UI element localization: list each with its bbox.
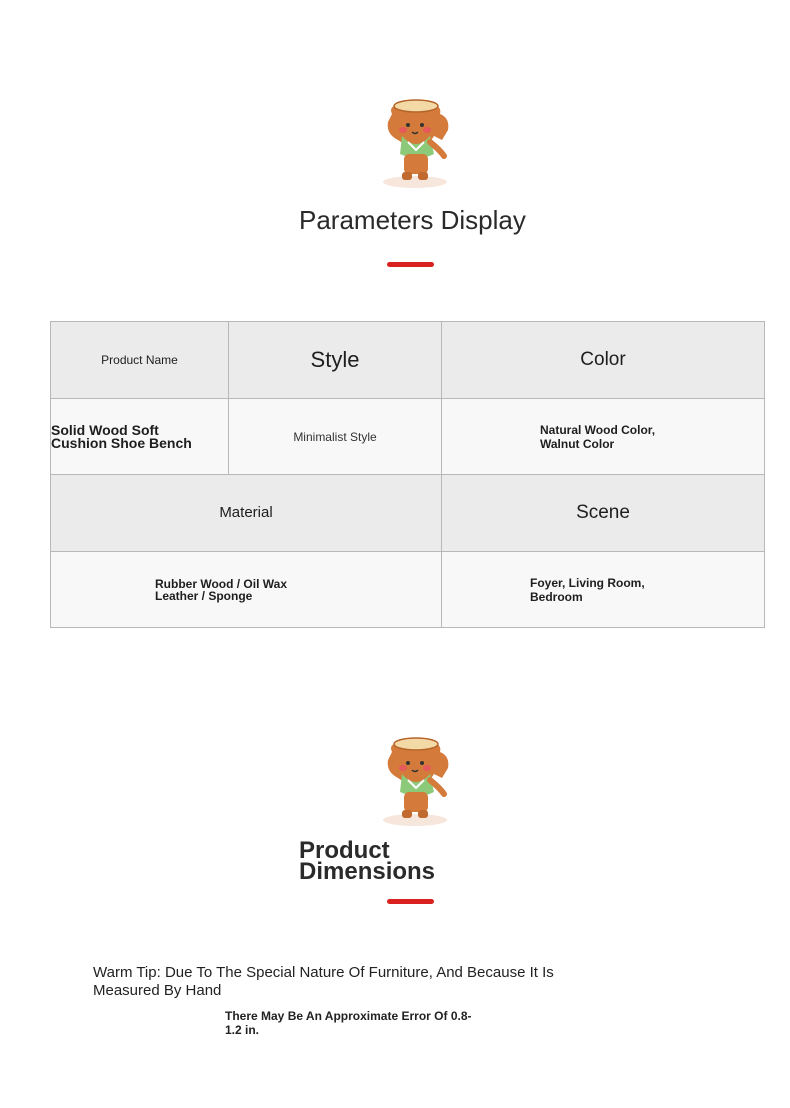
table-header-cell: [51, 322, 229, 399]
scene-header: Scene: [576, 502, 630, 523]
material-value: Rubber Wood / Oil Wax Leather / Sponge: [155, 576, 287, 603]
table-row: [51, 475, 765, 552]
table-header-cell: [442, 322, 765, 399]
table-value-cell: [51, 552, 442, 628]
table-value-cell: [51, 399, 229, 475]
style-value: Minimalist Style: [293, 429, 377, 444]
table-header-cell: [229, 322, 442, 399]
wood-stump-mascot-icon: [378, 96, 454, 190]
table-header-cell: [442, 475, 765, 552]
table-value-cell: [442, 552, 765, 628]
table-row: [51, 399, 765, 475]
product-name-header: Product Name: [101, 353, 178, 367]
table-value-cell: [442, 399, 765, 475]
dimensions-title: Product Dimensions: [299, 837, 436, 885]
color-header: Color: [580, 349, 626, 370]
table-row: [51, 322, 765, 399]
title-underline: [387, 262, 434, 267]
table-header-cell: [51, 475, 442, 552]
parameters-title: Parameters Display: [299, 205, 526, 235]
error-note-text: There May Be An Approximate Error Of 0.8-1.2 in.: [225, 1009, 472, 1037]
style-header: Style: [310, 347, 360, 372]
warm-tip-text: Warm Tip: Due To The Special Nature Of Furniture, And Because It Is Measured By Hand: [93, 964, 554, 999]
scene-value: Foyer, Living Room, Bedroom: [530, 575, 645, 604]
product-name-value: Solid Wood Soft Cushion Shoe Bench: [51, 421, 192, 451]
title-underline: [387, 899, 434, 904]
table-value-cell: [229, 399, 442, 475]
wood-stump-mascot-icon: [378, 734, 454, 828]
material-header: Material: [219, 504, 273, 521]
color-value: Natural Wood Color, Walnut Color: [540, 422, 656, 451]
parameters-table: [50, 321, 765, 628]
table-row: [51, 552, 765, 628]
